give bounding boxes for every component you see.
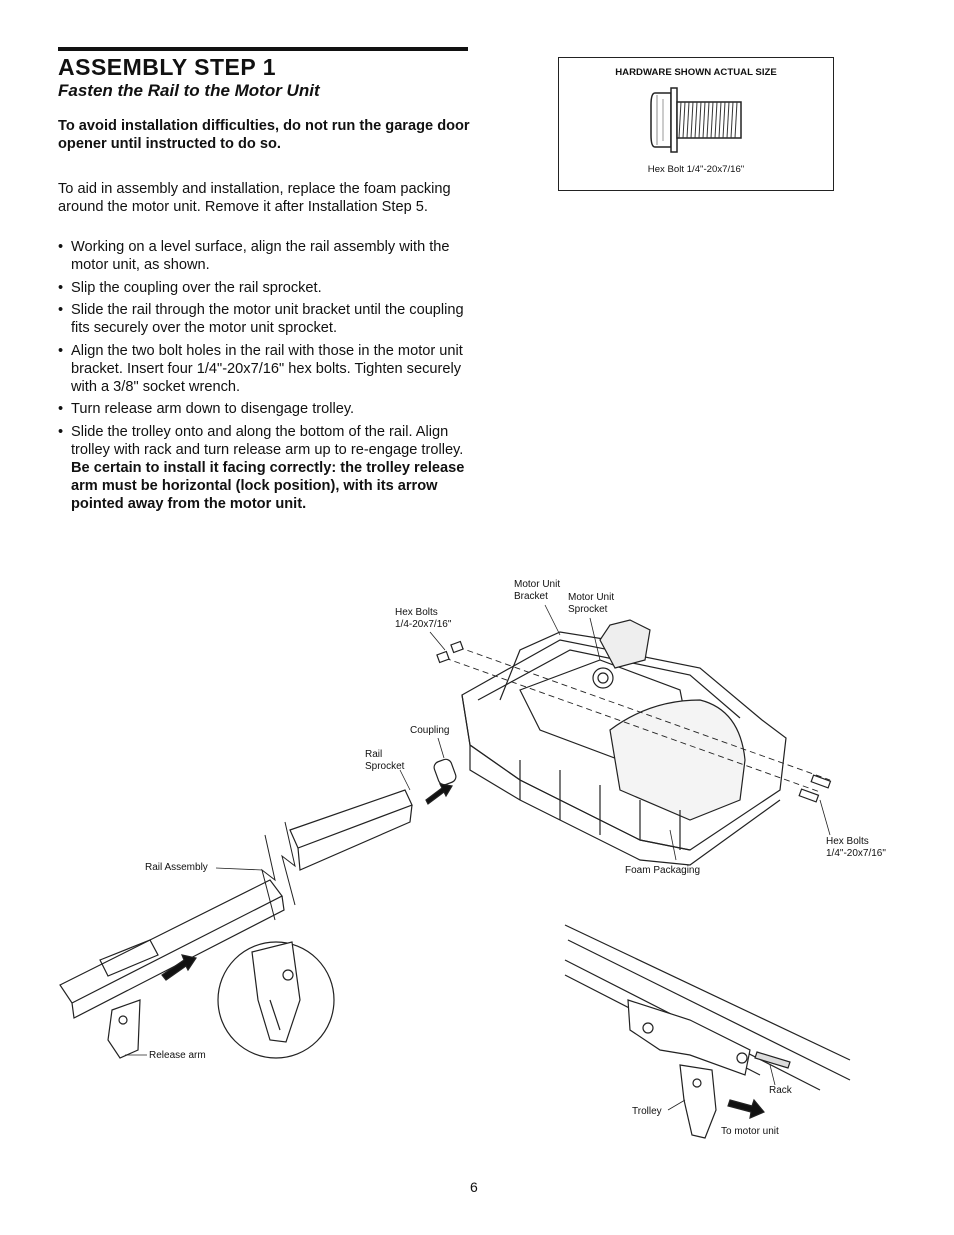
step-item: • Working on a level surface, align the rail assembly with the motor unit, as shown. [58,238,470,274]
hex-bolts-right-icon [799,775,830,802]
label-hex-bolts-right: Hex Bolts 1/4"-20x7/16" [826,836,886,859]
label-trolley: Trolley [632,1106,662,1117]
hardware-caption: Hex Bolt 1/4"-20x7/16" [647,164,745,175]
step-emphasis: Be certain to install it facing correctly: the trolley release arm must be horizontal (lock position), with its arrow pointed away from the motor unit. [71,459,465,512]
label-rack: Rack [769,1085,792,1096]
motor-unit-illustration [462,620,786,865]
hardware-title: HARDWARE SHOWN ACTUAL SIZE [615,67,777,78]
label-foam-packaging: Foam Packaging [625,865,701,876]
step-item: • Align the two bolt holes in the rail with those in the motor unit bracket. Insert four 1/4"-20x7/16" hex bolts. Tighten securely with a 3/8" socket wrench. [58,342,470,396]
step-item: • Slip the coupling over the rail sprocket. [58,279,470,297]
trolley-rack-illustration [565,925,850,1138]
arrow-icon [728,1100,764,1118]
arrow-icon [426,784,452,804]
label-release-arm: Release arm [149,1050,206,1061]
step-item: • Turn release arm down to disengage trolley. [58,400,470,418]
label-rail-sprocket: Rail Sprocket [365,749,405,772]
warning-text: To avoid installation difficulties, do not run the garage door opener until instructed to do so. [58,118,470,152]
trolley-detail-circle [218,942,334,1058]
label-to-motor-unit: To motor unit [721,1126,779,1137]
page-number: 6 [470,1179,478,1195]
intro-text: To aid in assembly and installation, replace the foam packing around the motor unit. Remove it after Installation Step 5. [58,181,451,215]
label-coupling: Coupling [410,725,450,736]
label-rail-assembly: Rail Assembly [145,862,208,873]
label-hex-bolts-left: Hex Bolts 1/4-20x7/16" [395,607,452,630]
label-motor-unit-bracket: Motor Unit Bracket [514,579,561,602]
step-text: Slide the trolley onto and along the bottom of the rail. Align trolley with rack and turn release arm up to re-engage trolley. [71,423,464,458]
page-subtitle: Fasten the Rail to the Motor Unit [58,81,320,100]
arrow-icon [162,955,196,980]
coupling-icon [432,758,457,787]
step-item: • Slide the rail through the motor unit bracket until the coupling fits securely over the motor unit sprocket. [58,301,470,337]
label-motor-unit-sprocket: Motor Unit Sprocket [568,592,615,615]
page-title: ASSEMBLY STEP 1 [58,54,276,80]
